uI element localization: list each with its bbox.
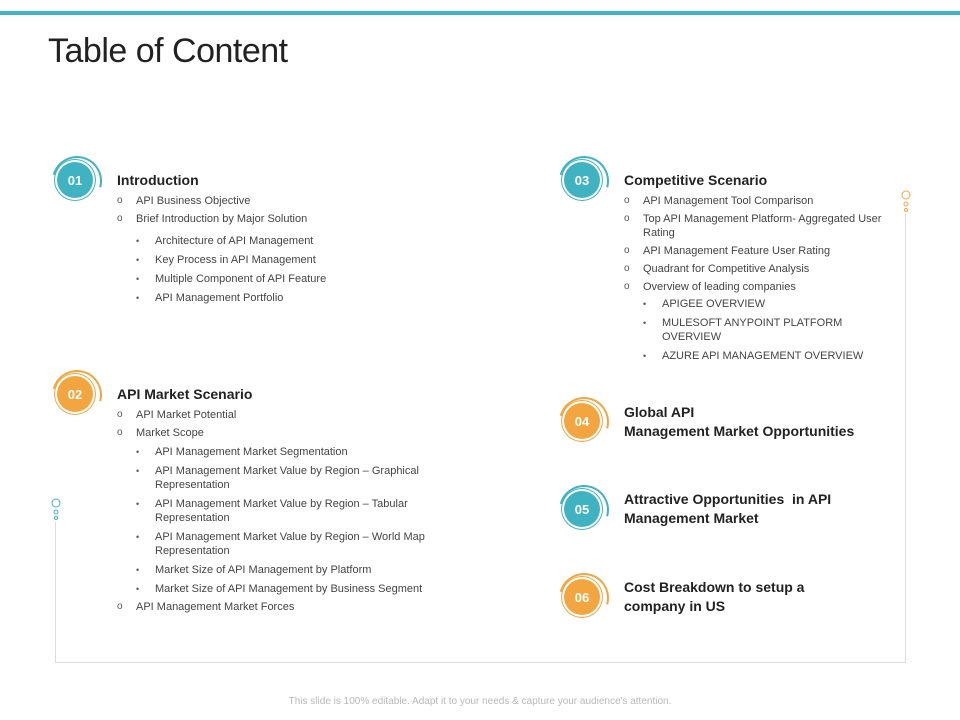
list-item: o Market Scope — [117, 426, 427, 440]
page-title: Table of Content — [48, 32, 288, 70]
list-item: • Market Size of API Management by Platform — [117, 563, 427, 577]
right-dots-decoration — [898, 187, 914, 217]
list-item: • API Management Market Segmentation — [117, 445, 427, 459]
list-item: o API Market Potential — [117, 408, 427, 422]
section-item-list — [117, 194, 437, 305]
list-item: • APIGEE OVERVIEW — [624, 297, 892, 311]
list-item: o Overview of leading companies — [624, 280, 892, 294]
section-title-line1: Cost Breakdown to setup a — [624, 579, 805, 595]
list-item: • API Management Market Value by Region – World Map Representation — [117, 530, 427, 558]
list-item: • AZURE API MANAGEMENT OVERVIEW — [624, 349, 892, 363]
section-badge-02: 02 — [57, 376, 93, 412]
section-title-line2: company in US — [624, 598, 726, 614]
section-title-line2: Management Market Opportunities — [624, 423, 855, 439]
list-item: o API Business Objective — [117, 194, 437, 208]
section-attractive-opportunities — [624, 490, 904, 528]
list-item: • Market Size of API Management by Business Segment — [117, 582, 427, 596]
section-api-market-scenario — [117, 385, 427, 614]
section-badge-03: 03 — [564, 162, 600, 198]
frame-right-line — [905, 214, 906, 663]
top-accent-bar — [0, 11, 960, 15]
section-introduction — [117, 171, 437, 305]
section-title: Competitive Scenario — [624, 172, 768, 188]
section-competitive-scenario — [624, 171, 892, 363]
footer-note: This slide is 100% editable. Adapt it to your needs & capture your audience's attention. — [288, 696, 672, 707]
section-title-line2: Management Market — [624, 510, 759, 526]
section-item-list — [117, 408, 427, 614]
section-title-line1: Global API — [624, 404, 695, 420]
section-title: Introduction — [117, 172, 199, 188]
section-global-api — [624, 403, 904, 441]
section-badge-05: 05 — [564, 491, 600, 527]
list-item: • Multiple Component of API Feature — [117, 272, 437, 286]
section-title: API Market Scenario — [117, 386, 253, 402]
list-item: o Top API Management Platform- Aggregated User Rating — [624, 212, 892, 240]
list-item: • API Management Portfolio — [117, 291, 437, 305]
left-dots-decoration — [48, 496, 64, 526]
list-item: o Brief Introduction by Major Solution — [117, 212, 437, 226]
list-item: • Architecture of API Management — [117, 234, 437, 248]
list-item: o API Management Tool Comparison — [624, 194, 892, 208]
frame-left-line — [55, 522, 56, 663]
section-badge-04: 04 — [564, 403, 600, 439]
section-item-list — [624, 194, 892, 363]
list-item: • API Management Market Value by Region – Graphical Representation — [117, 464, 427, 492]
section-badge-06: 06 — [564, 579, 600, 615]
frame-bottom-line — [55, 662, 906, 663]
section-title-line1: Attractive Opportunities in API — [624, 491, 832, 507]
list-item: o API Management Feature User Rating — [624, 244, 892, 258]
section-cost-breakdown — [624, 578, 904, 616]
list-item: o API Management Market Forces — [117, 600, 427, 614]
list-item: • Key Process in API Management — [117, 253, 437, 267]
list-item: o Quadrant for Competitive Analysis — [624, 262, 892, 276]
section-badge-01: 01 — [57, 162, 93, 198]
list-item: • MULESOFT ANYPOINT PLATFORM OVERVIEW — [624, 316, 892, 344]
list-item: • API Management Market Value by Region – Tabular Representation — [117, 497, 427, 525]
